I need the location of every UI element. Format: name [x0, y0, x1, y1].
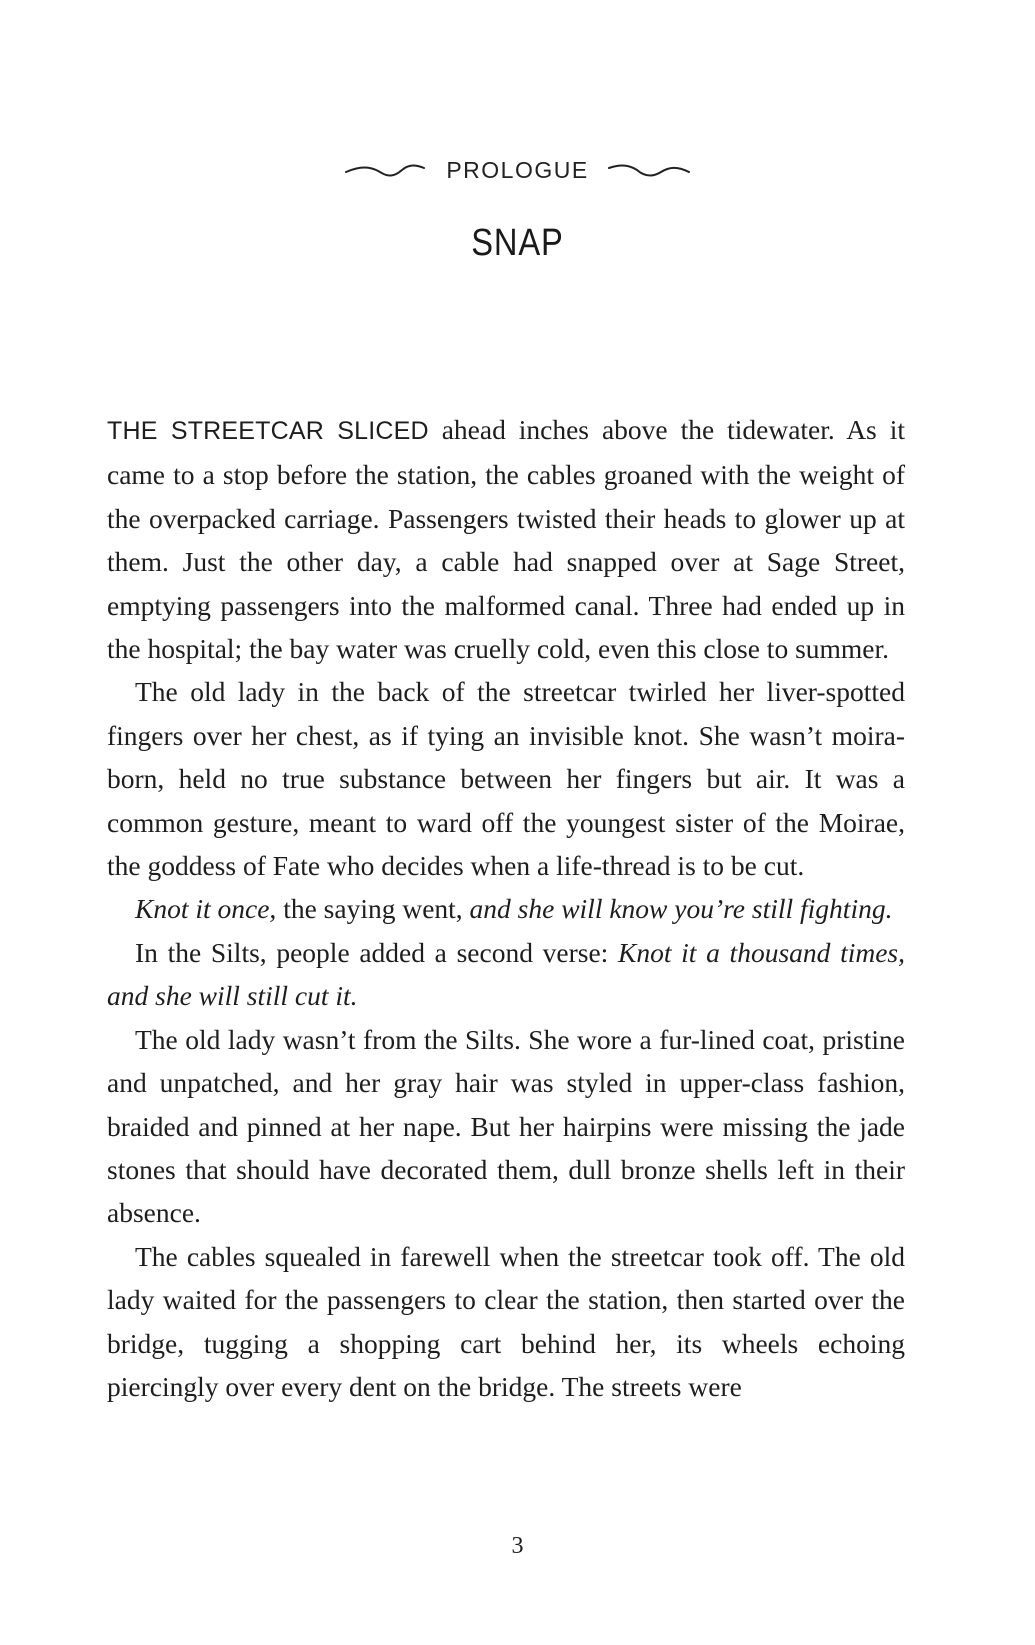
body-text	[107, 408, 905, 1408]
paragraph	[107, 1018, 905, 1235]
italic-text: Knot it once,	[135, 893, 277, 925]
paragraph	[107, 408, 905, 670]
paragraph-text: The old lady wasn’t from the Silts. She wore a fur-lined coat, pristine and unpatched, and her gray hair was styled in upper-class fashion, braided and pinned at her nape. But her hairpins were missing the jade stones that should have decorated them, dull bronze shells left in their absence.	[107, 1023, 905, 1229]
paragraph	[107, 670, 905, 887]
italic-text: Knot it a thousand times, and she will still cut it.	[107, 936, 906, 1012]
lead-in-text: THE STREETCAR SLICED	[107, 417, 429, 445]
page-number: 3	[511, 1533, 524, 1559]
paragraph-text: The old lady in the back of the streetcar twirled her liver-spotted fingers over her chest, as if tying an invisible knot. She wasn’t moira-born, held no true substance between her fingers but air. It was a common gesture, meant to ward off the youngest sister of the Moirae, the goddess of Fate who decides when a life-thread is to be cut.	[107, 676, 905, 882]
paragraph	[107, 887, 905, 930]
prologue-label: PROLOGUE	[446, 156, 589, 183]
paragraph-text: The cables squealed in farewell when the streetcar took off. The old lady waited for the passengers to clear the station, then started over the bridge, tugging a shopping cart behind her, its wheels echoing piercingly over every dent on the bridge. The streets were	[107, 1240, 905, 1402]
chapter-title: SNAP	[471, 222, 564, 264]
paragraph	[107, 1235, 905, 1409]
paragraph	[107, 931, 905, 1018]
paragraph-text: In the Silts, people added a second verse:	[135, 936, 618, 968]
italic-text: and she will know you’re still fighting.	[469, 893, 893, 925]
prologue-header	[0, 150, 1035, 190]
paragraph-text: the saying went,	[276, 893, 470, 925]
paragraph-text: ahead inches above the tidewater. As it came to a stop before the station, the cables groaned with the weight of the overpacked carriage. Passengers twisted their heads to glower up at them. Just the other day, a cable had snapped over at Sage Street, emptying passengers into the malformed canal. Three had ended up in the hospital; the bay water was cruelly cold, even this close to summer.	[107, 414, 905, 665]
swash-ornament-icon	[344, 158, 428, 182]
swash-ornament-icon	[607, 158, 691, 182]
